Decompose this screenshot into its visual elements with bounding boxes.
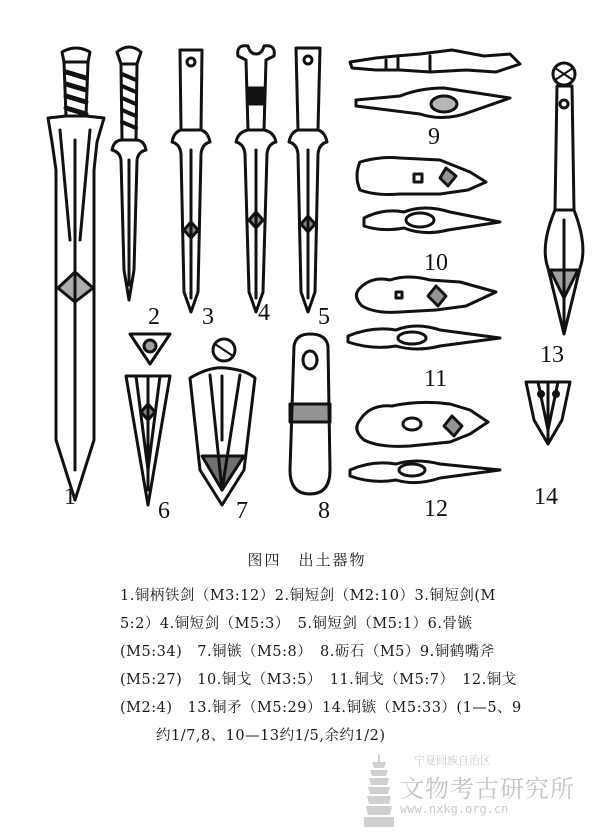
artifact-11-ge bbox=[348, 277, 500, 349]
caption-line: (M5:34) 7.铜镞（M5:8） 8.砺石（M5）9.铜鹤嘴斧 bbox=[120, 644, 495, 660]
artifact-13-spear bbox=[545, 63, 583, 334]
caption-line: 约1/7,8、10—13约1/5,余约1/2) bbox=[156, 728, 386, 744]
watermark-url: www.nxkg.org.cn bbox=[400, 802, 509, 816]
artifact-5-dagger bbox=[289, 48, 327, 312]
artifact-8-whetstone bbox=[290, 334, 330, 494]
item-number-10: 10 bbox=[424, 250, 448, 276]
watermark bbox=[362, 752, 602, 830]
caption-line: 5:2）4.铜短剑（M5:3） 5.铜短剑（M5:1）6.骨镞 bbox=[120, 616, 473, 632]
artifact-6-arrowhead bbox=[126, 334, 170, 505]
item-number-14: 14 bbox=[534, 484, 558, 510]
pagoda-icon bbox=[362, 752, 396, 830]
figure-caption-body bbox=[120, 582, 560, 750]
item-number-5: 5 bbox=[318, 304, 330, 330]
artifact-1-sword bbox=[48, 48, 104, 500]
artifact-12-ge bbox=[350, 402, 500, 482]
watermark-institute-name: 文物考古研究所 bbox=[400, 775, 575, 803]
item-number-1: 1 bbox=[64, 484, 76, 510]
artifact-3-dagger bbox=[172, 50, 210, 312]
artifact-14-arrowhead bbox=[526, 382, 570, 444]
figure-caption-title: 图四 出土器物 bbox=[247, 551, 367, 569]
item-number-4: 4 bbox=[258, 300, 270, 326]
item-number-12: 12 bbox=[424, 496, 448, 522]
watermark-region: 宁夏回族自治区 bbox=[414, 754, 491, 767]
artifact-10-ge bbox=[357, 158, 500, 233]
caption-line: (M2:4) 13.铜矛（M5:29）14.铜镞（M5:33）(1—5、9 bbox=[120, 700, 522, 716]
artifact-9-axe bbox=[350, 50, 520, 118]
item-number-13: 13 bbox=[540, 342, 564, 368]
item-number-8: 8 bbox=[318, 498, 330, 524]
caption-line: 1.铜柄铁剑（M3:12）2.铜短剑（M2:10）3.铜短剑(M bbox=[120, 588, 496, 604]
item-number-9: 9 bbox=[428, 124, 440, 150]
item-number-7: 7 bbox=[236, 498, 248, 524]
caption-line: (M5:27) 10.铜戈（M3:5） 11.铜戈（M5:7） 12.铜戈 bbox=[120, 672, 517, 688]
item-number-3: 3 bbox=[202, 304, 214, 330]
item-number-2: 2 bbox=[148, 304, 160, 330]
artifact-2-dagger bbox=[112, 47, 146, 300]
artifact-7-arrowhead bbox=[190, 339, 255, 505]
item-number-11: 11 bbox=[424, 366, 448, 392]
artifact-4-dagger bbox=[236, 46, 276, 312]
item-number-6: 6 bbox=[158, 498, 170, 524]
